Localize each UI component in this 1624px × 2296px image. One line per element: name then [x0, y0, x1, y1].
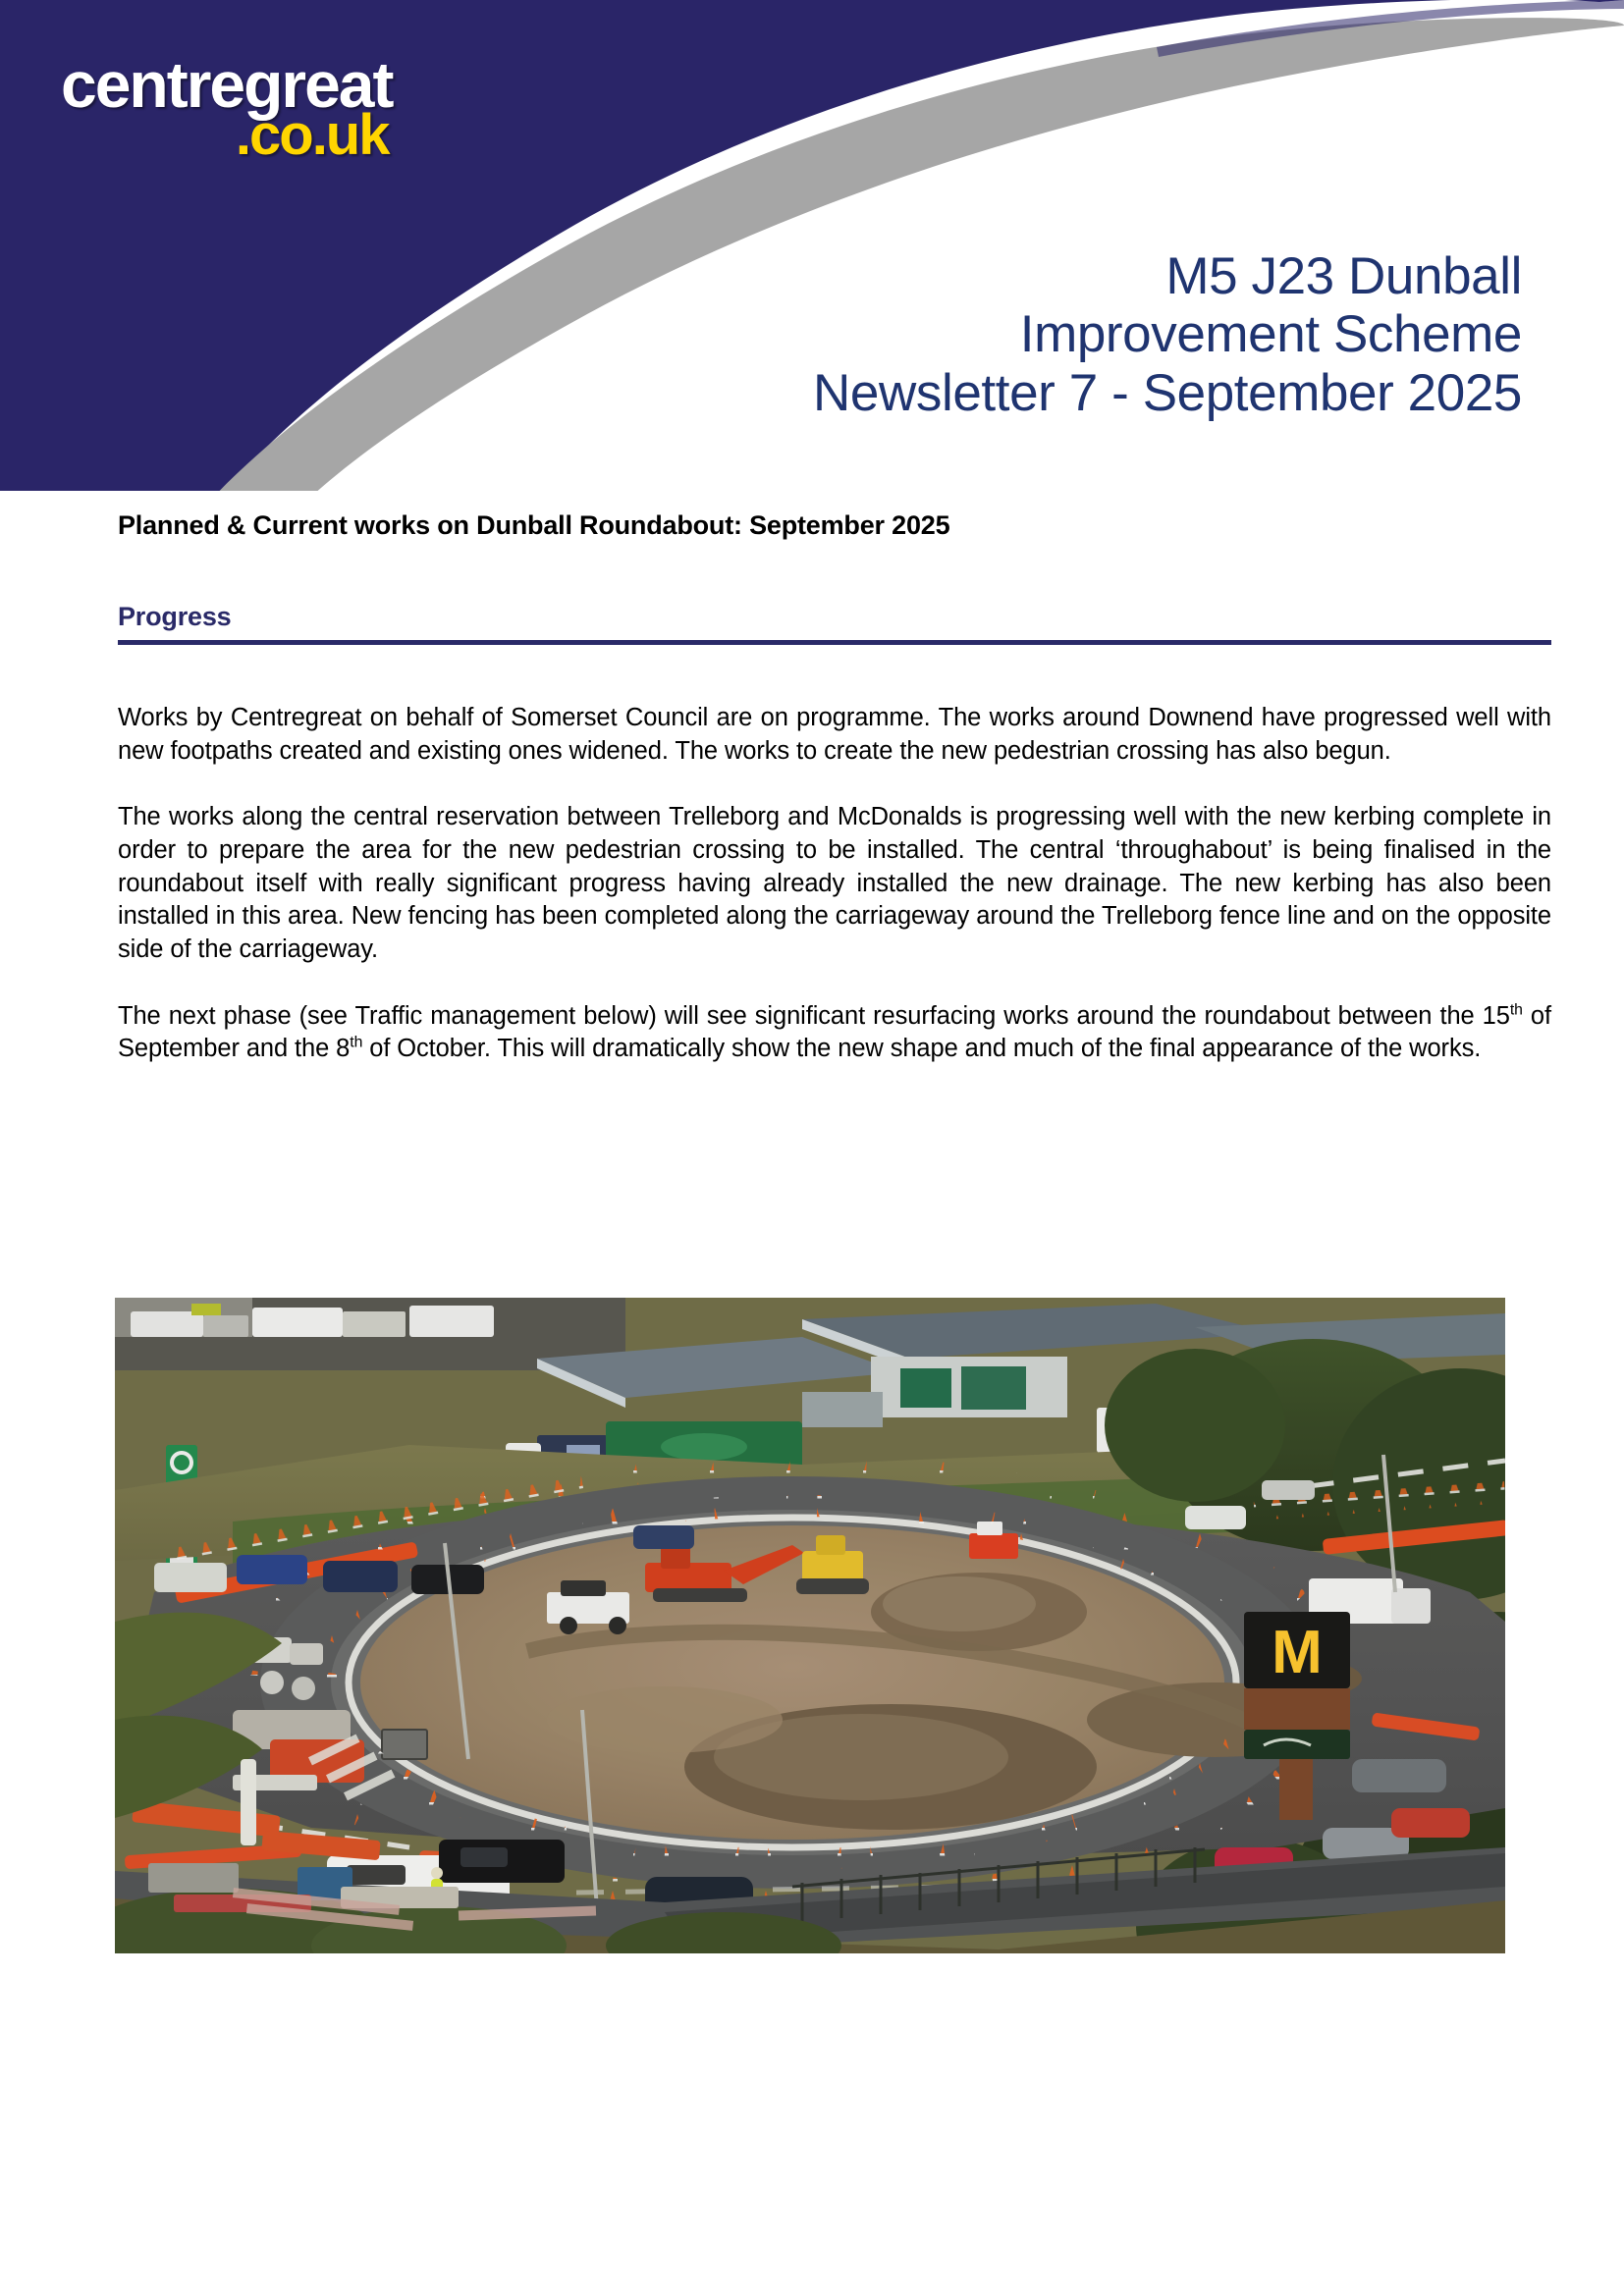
document-body	[118, 510, 1551, 1066]
section-heading-progress: Progress	[118, 602, 232, 631]
paragraph-3-part-c: of October. This will dramatically show the new shape and much of the final appearance of the works.	[362, 1035, 1482, 1063]
page-header	[0, 0, 1624, 491]
aerial-photo-illustration	[115, 1298, 1505, 1953]
svg-text:M: M	[1272, 1619, 1323, 1686]
page-title	[540, 247, 1522, 422]
document-subtitle: Planned & Current works on Dunball Roundabout: September 2025	[118, 510, 950, 540]
title-line-1: M5 J23 Dunball	[1165, 247, 1522, 305]
ordinal-suffix-8th: th	[350, 1034, 363, 1051]
paragraph-3	[118, 1000, 1551, 1066]
logo-wordmark: centregreat	[61, 48, 393, 121]
ordinal-suffix-15th: th	[1509, 1001, 1523, 1019]
title-line-2: Improvement Scheme	[1019, 305, 1522, 364]
title-line-3: Newsletter 7 - September 2025	[813, 363, 1522, 422]
company-logo	[61, 48, 393, 168]
paragraph-3-part-b: of September and the 8	[118, 1001, 1551, 1063]
section-divider	[118, 640, 1551, 645]
paragraph-1: Works by Centregreat on behalf of Somerset Council are on programme. The works around Downend have progressed well with new footpaths created and existing ones widened. The works to create the new pedestrian crossing has also begun.	[118, 704, 1551, 765]
logo-domain: .co.uk	[235, 103, 389, 168]
roundabout-aerial-photo	[115, 1298, 1505, 1953]
paragraph-2: The works along the central reservation between Trelleborg and McDonalds is progressing well with the new kerbing complete in order to prepare the area for the new pedestrian crossing to be installed. The central ‘throughabout’ is being finalised in the roundabout itself with really significant progress having already installed the new drainage. The new kerbing has also been installed in this area. New fencing has been completed along the carriageway around the Trelleborg fence line and on the opposite side of the carriageway.	[118, 803, 1551, 963]
paragraph-3-part-a: The next phase (see Traffic management below) will see significant resurfacing works around the roundabout between the 15	[118, 1001, 1510, 1030]
